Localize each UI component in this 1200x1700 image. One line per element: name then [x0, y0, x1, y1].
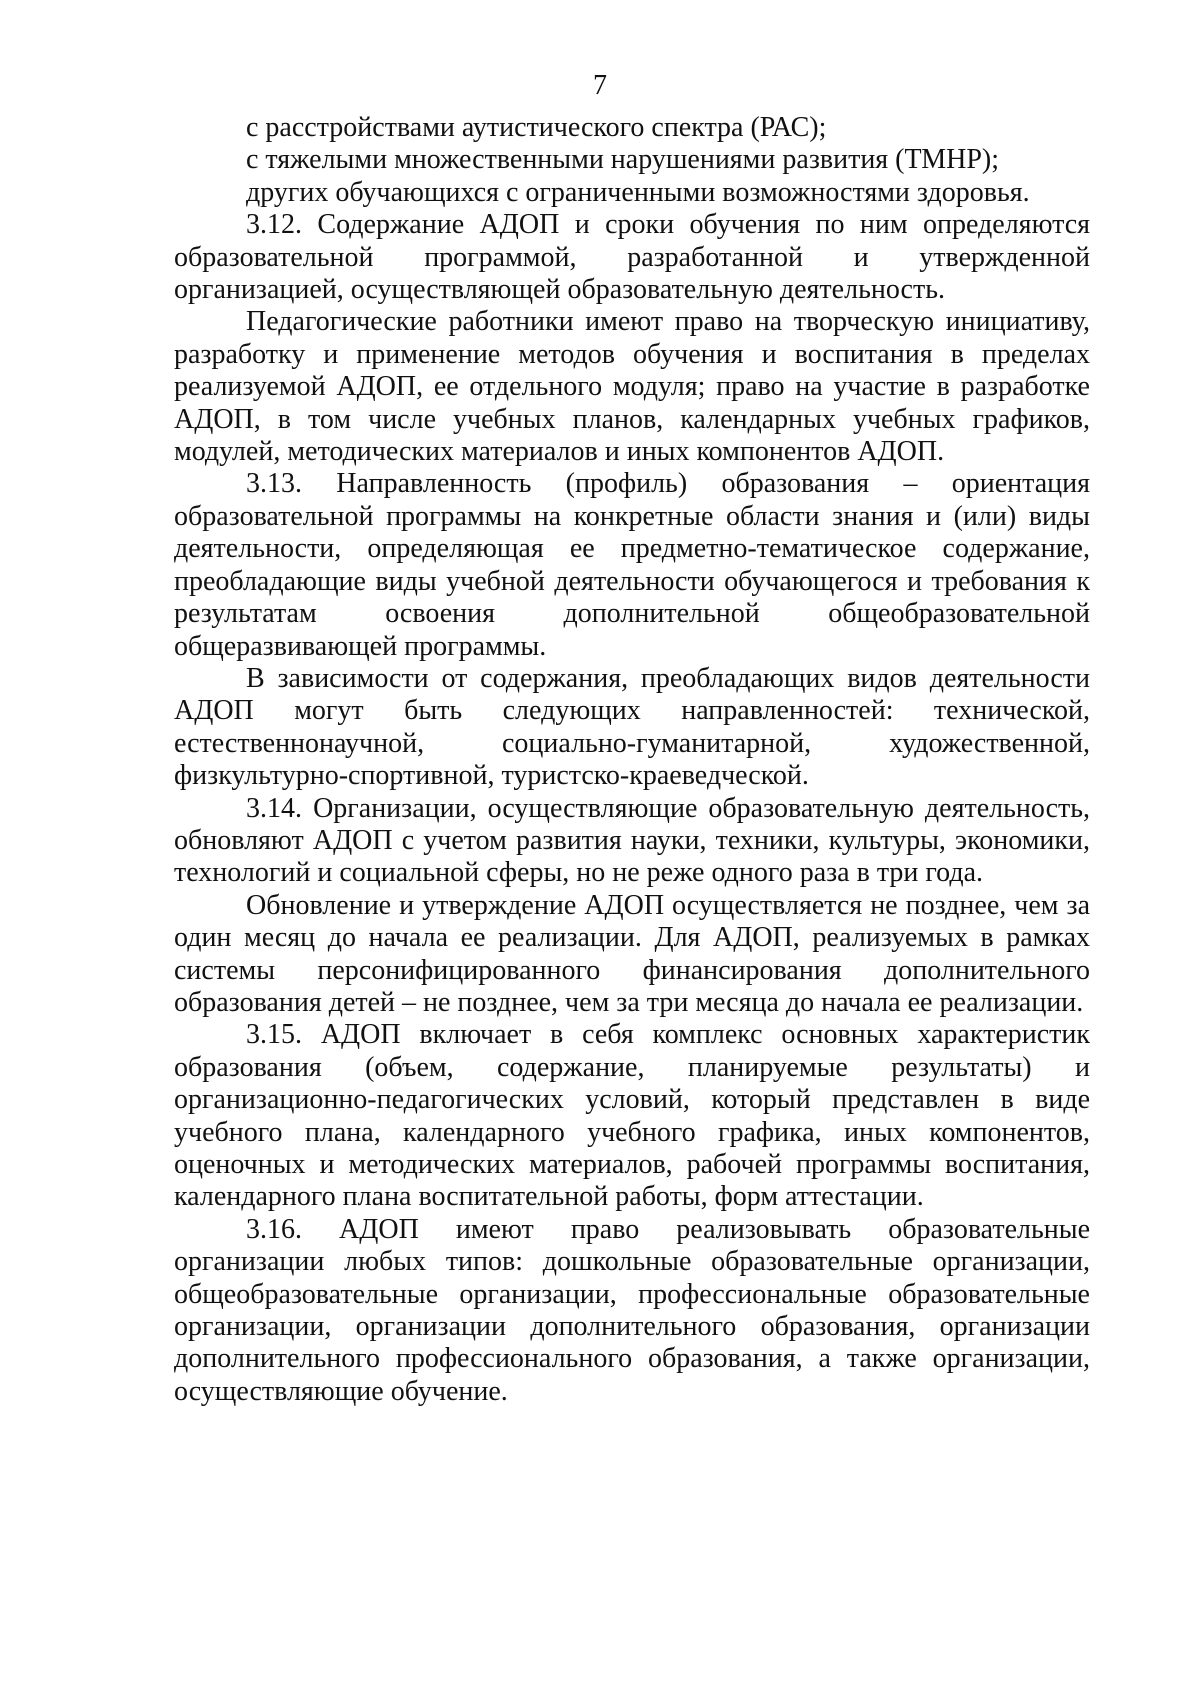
- paragraph-orientations: В зависимости от содержания, преобладающих видов деятельности АДОП могут быть следующих направленностей: технической, естественнонаучной, социально-гуманитарной, художественной, физкультурно-спортивной, туристско-краеведческой.: [174, 662, 1090, 792]
- paragraph-3-14: 3.14. Организации, осуществляющие образовательную деятельность, обновляют АДОП с учетом развития науки, техники, культуры, экономики, технологий и социальной сферы, но не реже одного раза в три года.: [174, 792, 1090, 889]
- paragraph-teachers-rights: Педагогические работники имеют право на творческую инициативу, разработку и применение методов обучения и воспитания в пределах реализуемой АДОП, ее отдельного модуля; право на участие в разработке АДОП, в том числе учебных планов, календарных учебных графиков, модулей, методических материалов и иных компонентов АДОП.: [174, 306, 1090, 468]
- paragraph-update-approval: Обновление и утверждение АДОП осуществляется не позднее, чем за один месяц до начала ее реализации. Для АДОП, реализуемых в рамках системы персонифицированного финансирования дополнительного образования детей – не позднее, чем за три месяца до начала ее реализации.: [174, 889, 1090, 1018]
- paragraph-3-16: 3.16. АДОП имеют право реализовывать образовательные организации любых типов: дошкольные образовательные организации, общеобразовательные организации, профессиональные образовательные организации, организации дополнительного образования, организации дополнительного профессионального образования, а также организации, осуществляющие обучение.: [174, 1213, 1090, 1407]
- paragraph-3-13: 3.13. Направленность (профиль) образования – ориентация образовательной программы на конкретные области знания и (или) виды деятельности, определяющая ее предметно-тематическое содержание, преобладающие виды учебной деятельности обучающегося и требования к результатам освоения дополнительной общеобразовательной общеразвивающей программы.: [174, 468, 1090, 662]
- list-line-tmnr: с тяжелыми множественными нарушениями развития (ТМНР);: [246, 144, 1000, 176]
- list-line-other-learners: других обучающихся с ограниченными возможностями здоровья.: [246, 176, 1030, 208]
- document-body: [174, 112, 1090, 1408]
- paragraph-3-12: 3.12. Содержание АДОП и сроки обучения по ним определяются образовательной программой, разработанной и утвержденной организацией, осуществляющей образовательную деятельность.: [174, 209, 1090, 306]
- page-number: 7: [593, 70, 607, 101]
- paragraph-3-15: 3.15. АДОП включает в себя комплекс основных характеристик образования (объем, содержание, планируемые результаты) и организационно-педагогических условий, который представлен в виде учебного плана, календарного учебного графика, иных компонентов, оценочных и методических материалов, рабочей программы воспитания, календарного плана воспитательной работы, форм аттестации.: [174, 1019, 1090, 1213]
- list-line-ras: с расстройствами аутистического спектра (РАС);: [246, 112, 827, 143]
